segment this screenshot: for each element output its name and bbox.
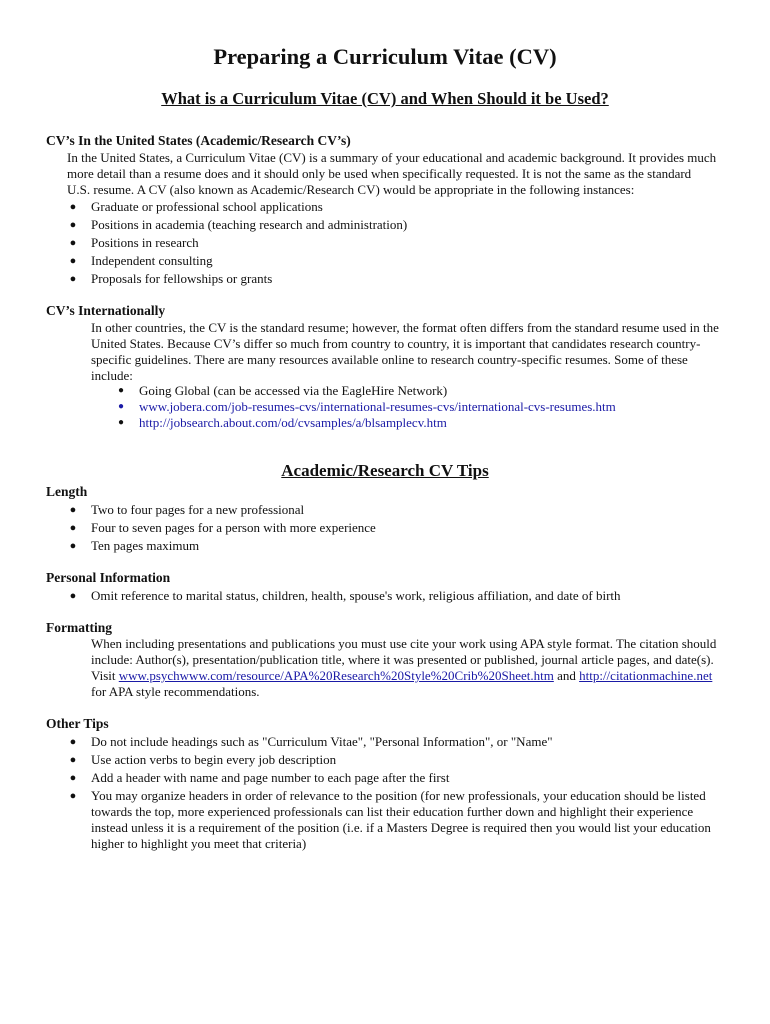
other-tips-heading: Other Tips [46,716,109,731]
bullet-icon: ● [69,772,77,784]
list-item: ● You may organize headers in order of relevance to the position (for new professionals, your education should be listed towards the top, more experienced professionals can list their education further down and highlight their experience instead unless it is a requirement of the position (i.e. if a Masters Degree is required then you would list your education higher to highlight you meet that criteria) [67,788,717,852]
jobera-link[interactable]: www.jobera.com/job-resumes-cvs/international-resumes-cvs/international-cvs-resumes.htm [139,399,616,414]
bullet-icon: ● [117,385,125,396]
list-item: ● Four to seven pages for a person with more experience [67,519,717,537]
list-item: ● Use action verbs to begin every job description [67,752,717,768]
formatting-heading: Formatting [46,620,112,635]
formatting-paragraph: When including presentations and publications you must use cite your work using APA style format. The citation should include: Author(s), presentation/publication title, where it was presented or published, journal article pages, and date(s). Visit www.psychwww.com/resource/APA%20Research%20Style%20Crib%20Sheet.htm and http://citationmachine.net for APA style recommendations. [91,636,717,699]
bullet-icon: ● [69,754,77,766]
citationmachine-link[interactable]: http://citationmachine.net [579,668,713,683]
bullet-icon: ● [69,219,77,231]
us-cv-paragraph: In the United States, a Curriculum Vitae (CV) is a summary of your educational and academic background. It provides much more detail than a resume does and it should only be used when specifically requested. It is not the same as the standard U.S. resume. A CV (also known as Academic/Research CV) would be appropriate in the following instances: [67,150,717,197]
about-com-link[interactable]: http://jobsearch.about.com/od/cvsamples/a/blsamplecv.htm [139,415,447,430]
psychwww-link[interactable]: www.psychwww.com/resource/APA%20Research%20Style%20Crib%20Sheet.htm [118,668,554,683]
list-item: ● Graduate or professional school applications [67,198,717,216]
list-item: ● Ten pages maximum [67,537,717,555]
us-cv-heading: CV’s In the United States (Academic/Research CV’s) [46,133,351,148]
bullet-icon: ● [69,790,77,802]
bullet-icon: ● [69,522,77,534]
bullet-icon: ● [69,736,77,748]
going-global-text: Going Global (can be accessed via the EagleHire Network) [139,383,448,398]
intl-cv-heading: CV’s Internationally [46,303,166,318]
bullet-icon: ● [69,255,77,267]
page-title: Preparing a Curriculum Vitae (CV) [213,44,557,69]
bullet-icon: ● [69,590,77,602]
list-item [115,415,715,431]
bullet-icon: ● [69,504,77,516]
list-item: ● Do not include headings such as "Curriculum Vitae", "Personal Information", or "Name" [67,734,717,750]
bullet-icon: ● [69,201,77,213]
personal-info-bullet-list [67,587,717,605]
bullet-icon: ● [69,273,77,285]
bullet-icon: ● [117,417,125,428]
intl-cv-paragraph: In other countries, the CV is the standard resume; however, the format often differs from the standard resume used in the United States. Because CV’s differ so much from country to country, it is important that candidates research country-specific guidelines. There are many resources available online to research country-specific resumes. Some of these include: [91,320,719,383]
list-item: ● Positions in research [67,234,717,252]
length-heading: Length [46,484,88,499]
bullet-icon: ● [69,540,77,552]
list-item [115,399,715,415]
tips-section-title: Academic/Research CV Tips [281,461,489,480]
bullet-icon: ● [117,401,125,412]
list-item: ● Positions in academia (teaching research and administration) [67,216,717,234]
intl-resources-list [115,383,715,431]
list-item: ● Proposals for fellowships or grants [67,270,717,288]
page-subtitle: What is a Curriculum Vitae (CV) and When Should it be Used? [161,89,609,108]
list-item: ● Independent consulting [67,252,717,270]
list-item: ● Omit reference to marital status, children, health, spouse's work, religious affiliation, and date of birth [67,587,717,605]
personal-info-heading: Personal Information [46,570,171,585]
list-item: ● Two to four pages for a new professional [67,501,717,519]
list-item: ● Add a header with name and page number to each page after the first [67,770,717,786]
us-cv-bullet-list [67,198,717,288]
length-bullet-list [67,501,717,555]
bullet-icon: ● [69,237,77,249]
list-item [115,383,715,399]
other-tips-bullet-list [67,734,717,852]
